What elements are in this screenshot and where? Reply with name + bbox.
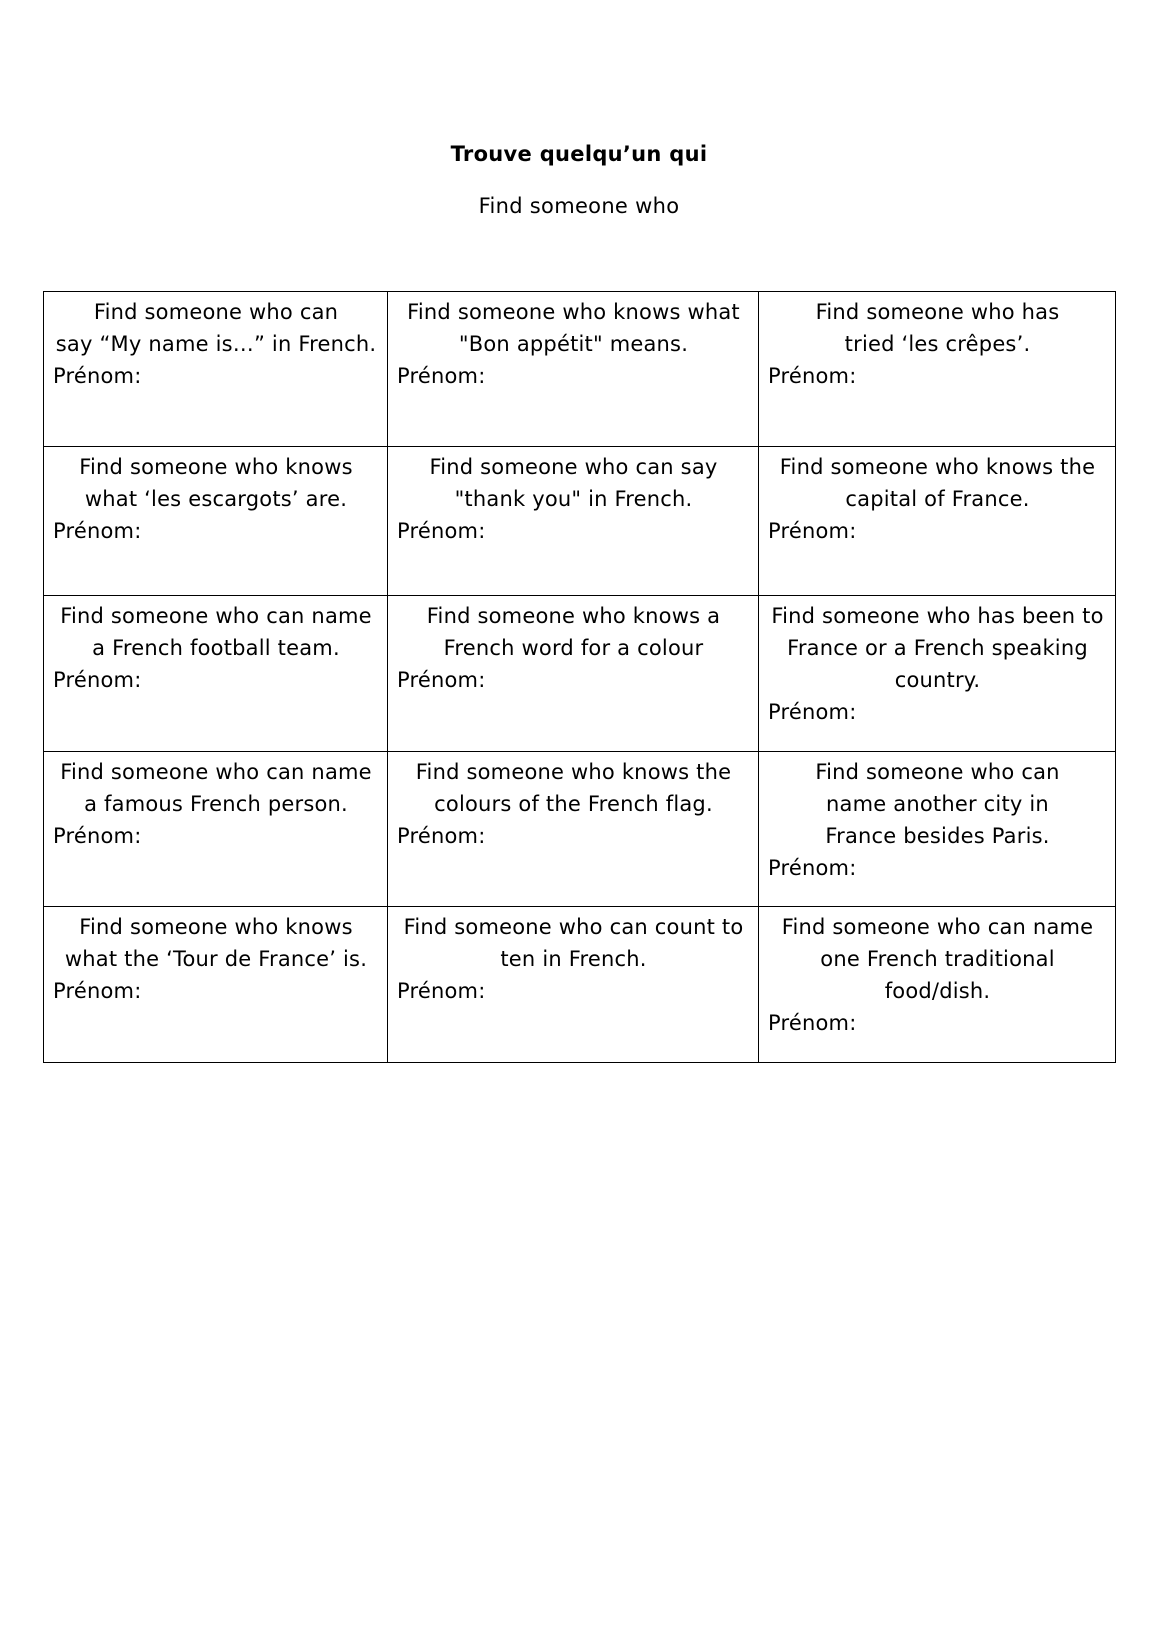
page-subtitle: Find someone who: [478, 194, 680, 218]
cell-prompt: Find someone who can name another city in France besides Paris.: [815, 760, 1060, 848]
grid-cell: [388, 292, 759, 447]
grid-cell: [759, 292, 1116, 447]
cell-prompt: Find someone who knows the capital of France.: [779, 455, 1096, 511]
cell-prompt: Find someone who can name a French football team.: [60, 604, 372, 660]
cell-prompt: Find someone who can count to ten in French.: [403, 915, 744, 971]
grid-row: [44, 752, 1116, 907]
prenom-label: Prénom:: [53, 519, 142, 543]
prenom-label: Prénom:: [53, 364, 142, 388]
grid-cell: [759, 596, 1116, 752]
grid-row: [44, 596, 1116, 752]
grid-cell: [759, 752, 1116, 907]
grid-cell: [388, 596, 759, 752]
prenom-label: Prénom:: [397, 668, 486, 692]
cell-prompt: Find someone who can say “My name is…” in French.: [55, 300, 377, 356]
grid-cell: [759, 447, 1116, 596]
grid-cell: [44, 292, 388, 447]
prenom-label: Prénom:: [768, 519, 857, 543]
cell-prompt: Find someone who has been to France or a French speaking country.: [771, 604, 1104, 692]
grid-row: [44, 447, 1116, 596]
cell-prompt: Find someone who can name a famous French person.: [60, 760, 372, 816]
grid-cell: [44, 596, 388, 752]
grid-cell: [44, 447, 388, 596]
cell-prompt: Find someone who knows what "Bon appétit" means.: [407, 300, 740, 356]
prenom-label: Prénom:: [397, 364, 486, 388]
prenom-label: Prénom:: [768, 1011, 857, 1035]
grid-cell: [44, 752, 388, 907]
grid-cell: [388, 907, 759, 1063]
prenom-label: Prénom:: [768, 856, 857, 880]
prenom-label: Prénom:: [53, 668, 142, 692]
cell-prompt: Find someone who can name one French traditional food/dish.: [781, 915, 1094, 1003]
prenom-label: Prénom:: [768, 364, 857, 388]
grid-row: [44, 907, 1116, 1063]
prenom-label: Prénom:: [397, 824, 486, 848]
prenom-label: Prénom:: [53, 979, 142, 1003]
cell-prompt: Find someone who has tried ‘les crêpes’.: [815, 300, 1060, 356]
grid-cell: [388, 447, 759, 596]
prenom-label: Prénom:: [768, 700, 857, 724]
page-title: Trouve quelqu’un qui: [450, 142, 708, 166]
cell-prompt: Find someone who can say "thank you" in French.: [429, 455, 718, 511]
cell-prompt: Find someone who knows the colours of the French flag.: [415, 760, 732, 816]
cell-prompt: Find someone who knows a French word for a colour: [426, 604, 721, 660]
cell-prompt: Find someone who knows what the ‘Tour de France’ is.: [64, 915, 368, 971]
prenom-label: Prénom:: [53, 824, 142, 848]
grid-row: [44, 292, 1116, 447]
grid-cell: [759, 907, 1116, 1063]
prenom-label: Prénom:: [397, 519, 486, 543]
grid-cell: [44, 907, 388, 1063]
find-someone-grid: [43, 291, 1116, 1063]
cell-prompt: Find someone who knows what ‘les escargots’ are.: [79, 455, 353, 511]
grid-cell: [388, 752, 759, 907]
prenom-label: Prénom:: [397, 979, 486, 1003]
